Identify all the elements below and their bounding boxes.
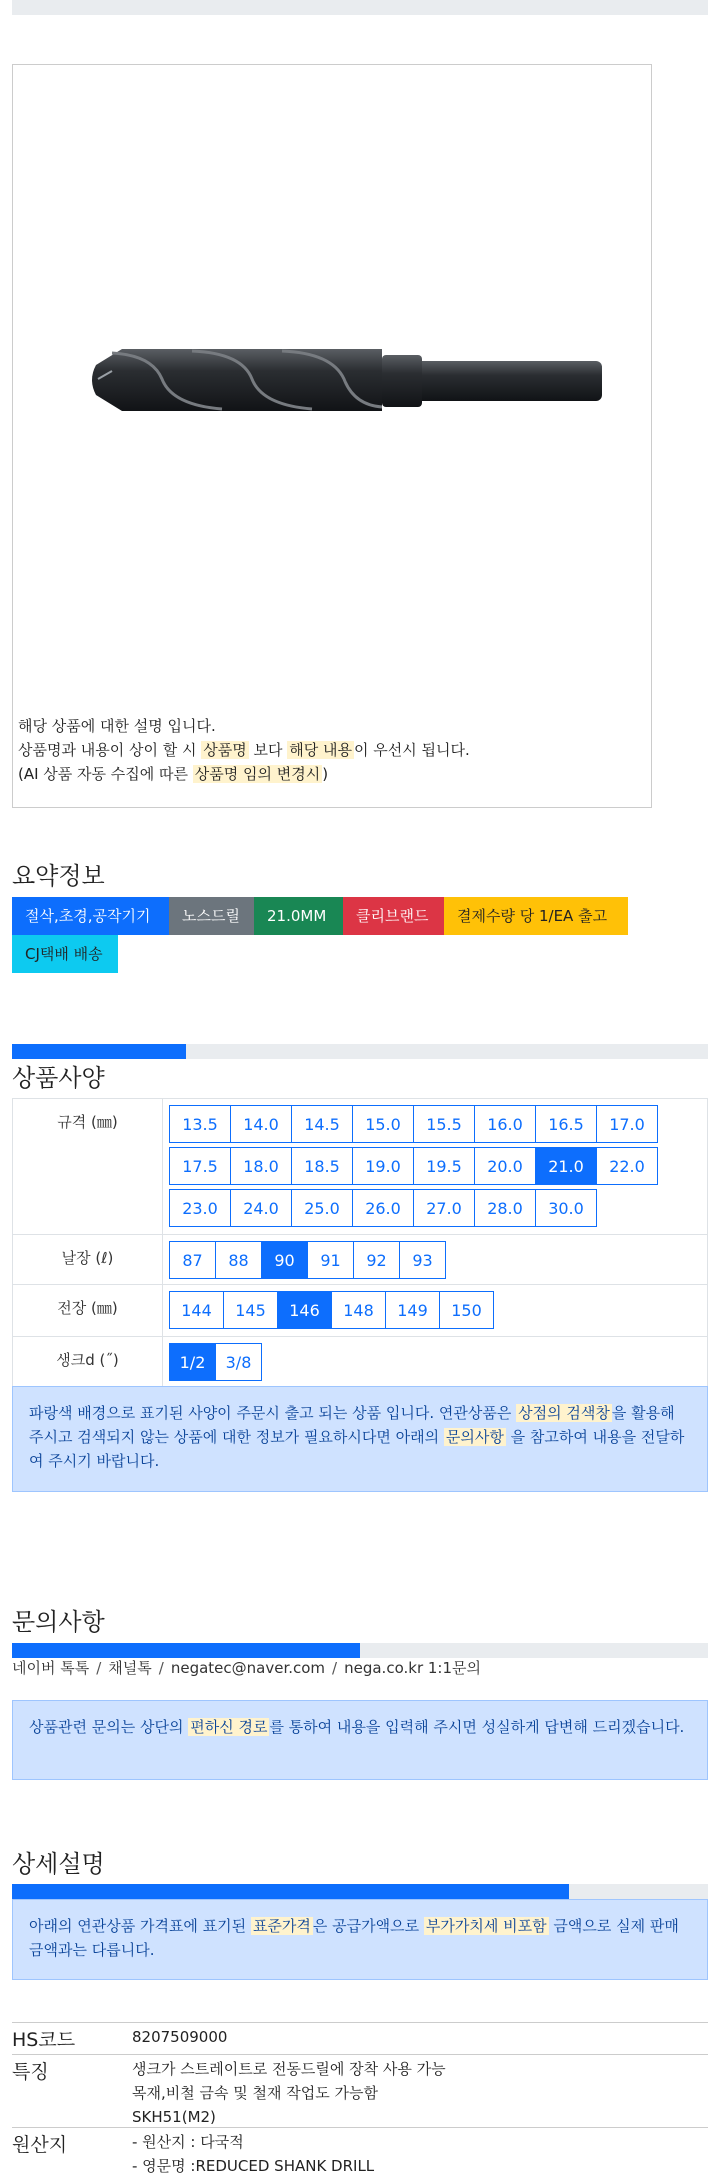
contact-link[interactable]: negatec@naver.com bbox=[170, 1659, 326, 1677]
detail-line: 목재,비철 금속 및 철재 작업도 가능함 bbox=[132, 2084, 378, 2102]
specs-title: 상품사양 bbox=[12, 1064, 105, 1092]
spec-option[interactable]: 87 bbox=[169, 1241, 216, 1279]
product-image-box bbox=[12, 64, 652, 808]
detail-row-label: 원산지 bbox=[12, 2134, 68, 2156]
spec-option[interactable]: 145 bbox=[223, 1291, 278, 1329]
contact-links bbox=[12, 1657, 481, 1678]
spec-option[interactable]: 93 bbox=[399, 1241, 446, 1279]
spec-option[interactable]: 146 bbox=[277, 1291, 332, 1329]
info-highlight: 부가가치세 비포함 bbox=[425, 1917, 547, 1935]
spec-options bbox=[163, 1337, 707, 1387]
spec-option[interactable]: 24.0 bbox=[230, 1189, 292, 1227]
info-text: 상품관련 문의는 상단의 bbox=[29, 1718, 189, 1736]
summary-tag: 21.0MM bbox=[254, 897, 343, 935]
inquiry-info-box bbox=[12, 1700, 708, 1780]
detail-row-label: 특징 bbox=[12, 2061, 49, 2083]
notice-highlight: 상품명 임의 변경시 bbox=[194, 765, 321, 783]
spec-option[interactable]: 1/2 bbox=[169, 1343, 216, 1381]
spec-option[interactable]: 26.0 bbox=[352, 1189, 414, 1227]
info-text: 아래의 연관상품 가격표에 표기된 bbox=[29, 1917, 251, 1935]
spec-option[interactable]: 17.0 bbox=[596, 1105, 658, 1143]
spec-row-name: 규격 (㎜) bbox=[13, 1099, 163, 1234]
spec-option[interactable]: 13.5 bbox=[169, 1105, 231, 1143]
notice-text: 상품명과 내용이 상이 할 시 bbox=[18, 741, 202, 759]
spec-row-name: 생크d (˝) bbox=[13, 1337, 163, 1387]
summary-tag: 노스드릴 bbox=[169, 897, 254, 935]
spec-option[interactable]: 27.0 bbox=[413, 1189, 475, 1227]
info-text: 을 참고하여 내용을 전달하여 주시기 바랍니다. bbox=[29, 1428, 685, 1470]
detail-title: 상세설명 bbox=[12, 1850, 105, 1878]
detail-line: SKH51(M2) bbox=[132, 2108, 216, 2126]
spec-row bbox=[13, 1235, 707, 1285]
contact-link[interactable]: 채널톡 bbox=[108, 1659, 152, 1677]
detail-info-box bbox=[12, 1899, 708, 1980]
specs-info-box bbox=[12, 1386, 708, 1492]
spec-option[interactable]: 19.5 bbox=[413, 1147, 475, 1185]
spec-option[interactable]: 17.5 bbox=[169, 1147, 231, 1185]
notice-text: ) bbox=[322, 765, 329, 783]
spec-option[interactable]: 91 bbox=[307, 1241, 354, 1279]
spec-option[interactable]: 22.0 bbox=[596, 1147, 658, 1185]
inquiry-progress bbox=[12, 1643, 708, 1658]
spec-options bbox=[163, 1285, 707, 1336]
spec-row bbox=[13, 1099, 707, 1235]
info-highlight: 문의사항 bbox=[445, 1428, 504, 1446]
spec-option[interactable]: 3/8 bbox=[215, 1343, 262, 1381]
spec-option[interactable]: 23.0 bbox=[169, 1189, 231, 1227]
spec-option[interactable]: 92 bbox=[353, 1241, 400, 1279]
spec-options bbox=[163, 1235, 707, 1284]
spec-option[interactable]: 148 bbox=[331, 1291, 386, 1329]
info-highlight: 편하신 경로 bbox=[190, 1718, 268, 1736]
spec-row bbox=[13, 1337, 707, 1387]
specs-progress-fill bbox=[12, 1044, 186, 1059]
info-text: 를 통하여 내용을 입력해 주시면 성실하게 답변해 드리겠습니다. bbox=[269, 1718, 685, 1736]
detail-line: 8207509000 bbox=[132, 2028, 228, 2046]
notice-text: 보다 bbox=[248, 741, 288, 759]
notice-line-3 bbox=[18, 762, 538, 786]
contact-separator: / bbox=[332, 1659, 338, 1677]
notice-text: (AI 상품 자동 수집에 따른 bbox=[18, 765, 193, 783]
info-text: 금액으로 실제 판매금액과는 다릅니다. bbox=[29, 1917, 679, 1959]
spec-table bbox=[12, 1098, 708, 1388]
detail-row bbox=[12, 2022, 708, 2054]
contact-separator: / bbox=[96, 1659, 102, 1677]
info-text: 파랑색 배경으로 표기된 사양이 주문시 출고 되는 상품 입니다. 연관상품은 bbox=[29, 1404, 517, 1422]
detail-row bbox=[12, 2054, 708, 2127]
spec-option[interactable]: 28.0 bbox=[474, 1189, 536, 1227]
summary-tag: CJ택배 배송 bbox=[12, 935, 118, 973]
spec-option[interactable]: 149 bbox=[385, 1291, 440, 1329]
spec-option[interactable]: 15.5 bbox=[413, 1105, 475, 1143]
detail-line: 생크가 스트레이트로 전동드릴에 장착 사용 가능 bbox=[132, 2060, 446, 2078]
spec-option[interactable]: 16.5 bbox=[535, 1105, 597, 1143]
spec-row-name: 전장 (㎜) bbox=[13, 1285, 163, 1336]
spec-option[interactable]: 21.0 bbox=[535, 1147, 597, 1185]
spec-options bbox=[163, 1099, 707, 1234]
contact-separator: / bbox=[158, 1659, 164, 1677]
notice-line-2 bbox=[18, 738, 538, 762]
contact-link[interactable]: nega.co.kr 1:1문의 bbox=[344, 1659, 481, 1677]
spec-option[interactable]: 18.0 bbox=[230, 1147, 292, 1185]
notice-highlight: 상품명 bbox=[203, 741, 247, 759]
spec-row-name: 날장 (ℓ) bbox=[13, 1235, 163, 1284]
detail-progress bbox=[12, 1884, 708, 1899]
info-highlight: 상점의 검색창 bbox=[518, 1404, 610, 1422]
summary-tag: 결제수량 당 1/EA 출고 bbox=[444, 897, 628, 935]
spec-option[interactable]: 20.0 bbox=[474, 1147, 536, 1185]
spec-option[interactable]: 88 bbox=[215, 1241, 262, 1279]
notice-text: 이 우선시 됩니다. bbox=[353, 741, 470, 759]
drill-bit-image bbox=[82, 335, 612, 425]
info-text: 을 활용해 주시고 검색되지 않는 상품에 대한 정보가 필요하시다면 아래의 bbox=[29, 1404, 675, 1446]
info-text: 은 공급가액으로 bbox=[312, 1917, 424, 1935]
specs-progress bbox=[12, 1044, 708, 1059]
summary-tag: 절삭,초경,공작기기 bbox=[12, 897, 169, 935]
inquiry-title: 문의사항 bbox=[12, 1608, 105, 1636]
inquiry-progress-fill bbox=[12, 1643, 360, 1658]
spec-option[interactable]: 19.0 bbox=[352, 1147, 414, 1185]
notice-highlight: 해당 내용 bbox=[289, 741, 352, 759]
top-progress-bar bbox=[12, 0, 708, 15]
info-highlight: 표준가격 bbox=[252, 1917, 311, 1935]
spec-option[interactable]: 14.0 bbox=[230, 1105, 292, 1143]
notice-line-1: 해당 상품에 대한 설명 입니다. bbox=[18, 717, 216, 735]
spec-option[interactable]: 25.0 bbox=[291, 1189, 353, 1227]
detail-row-value bbox=[132, 2025, 227, 2049]
detail-row-value bbox=[132, 2057, 446, 2129]
spec-option[interactable]: 90 bbox=[261, 1241, 308, 1279]
spec-option[interactable]: 15.0 bbox=[352, 1105, 414, 1143]
detail-line: - 원산지 : 다국적 bbox=[132, 2133, 244, 2151]
spec-row bbox=[13, 1285, 707, 1337]
summary-tag: 클리브랜드 bbox=[343, 897, 444, 935]
spec-option[interactable]: 14.5 bbox=[291, 1105, 353, 1143]
spec-option[interactable]: 144 bbox=[169, 1291, 224, 1329]
spec-option[interactable]: 18.5 bbox=[291, 1147, 353, 1185]
spec-option[interactable]: 30.0 bbox=[535, 1189, 597, 1227]
contact-link[interactable]: 네이버 톡톡 bbox=[12, 1659, 90, 1677]
detail-row-value bbox=[132, 2130, 374, 2176]
detail-row-label: HS코드 bbox=[12, 2029, 76, 2051]
spec-option[interactable]: 16.0 bbox=[474, 1105, 536, 1143]
detail-row bbox=[12, 2127, 708, 2176]
detail-line: - 영문명 :REDUCED SHANK DRILL bbox=[132, 2157, 375, 2175]
detail-progress-fill bbox=[12, 1884, 569, 1899]
summary-title: 요약정보 bbox=[12, 862, 105, 890]
spec-option[interactable]: 150 bbox=[439, 1291, 494, 1329]
